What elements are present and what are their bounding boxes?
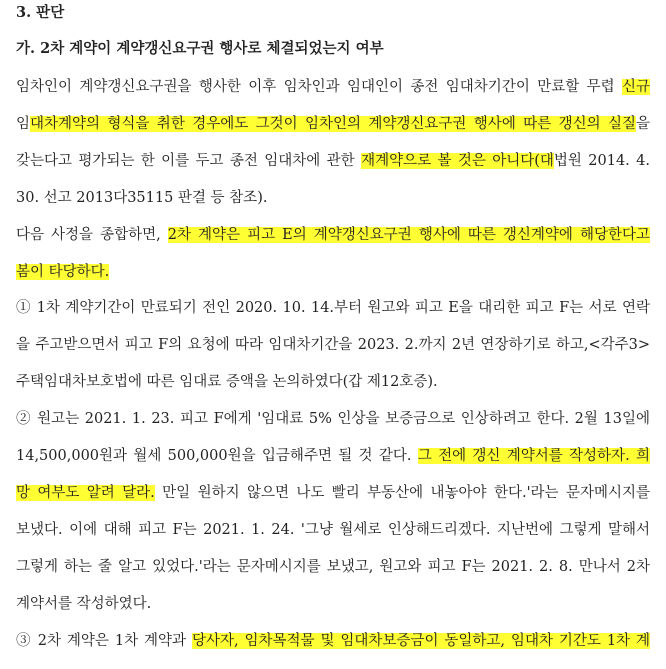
- text-line: [16, 298, 650, 318]
- text-segment: 주택임대차보호법에 따른 임대료 증액을 논의하였다(갑 제12호증).: [16, 374, 438, 391]
- text-segment: ③ 2차 계약은 1차 계약과: [16, 632, 192, 649]
- highlighted-text: 재계약으로 볼 것은 아니다(대: [361, 152, 554, 169]
- highlighted-text: 그 전에 갱신 계약서를 작성하자. 희: [417, 448, 650, 464]
- text-segment: 그렇게 하는 줄 알고 있었다.'라는 문자메시지를 보냈고, 원고와 피고 F는 2021. 2. 8. 만나서 2차: [16, 558, 650, 575]
- text-segment: ② 원고는 2021. 1. 23. 피고 F에게 '임대료 5% 인상을 보증금으로 인상하려고 한다. 2월 13일에: [16, 411, 650, 428]
- text-segment: 계약서를 작성하였다.: [16, 595, 152, 612]
- text-segment: 임차인이 계약갱신요구권을 행사한 이후 임차인과 임대인이 종전 임대차기간이 만료할 무렵: [16, 79, 622, 95]
- text-segment: 을: [635, 115, 650, 132]
- text-line: [16, 225, 650, 245]
- text-line: [16, 77, 650, 97]
- text-segment: 14,500,000원과 월세 500,000원을 입금해주면 될 것 같다.: [16, 448, 418, 464]
- highlighted-text: 2차 계약은 피고 E의 계약갱신요구권 행사에 따른 갱신계약에 해당한다고: [167, 226, 651, 243]
- text-line: [16, 262, 650, 282]
- highlighted-text: 망 여부도 알려 달라.: [16, 484, 155, 501]
- text-line: [16, 372, 650, 392]
- text-line: [16, 188, 650, 208]
- text-line: [16, 335, 650, 355]
- highlighted-text: 당사자, 임차목적물 및 임대차보증금이 동일하고, 임대차 기간도 1차 계: [191, 632, 650, 649]
- text-segment: 다음 사정을 종합하면,: [16, 226, 168, 243]
- text-segment: 보냈다. 이에 대해 피고 F는 2021. 1. 24. '그냥 월세로 인상해드리겠다. 지난번에 그렇게 말해서: [16, 521, 650, 538]
- text-segment: 을 주고받으면서 피고 F의 요청에 따라 임대차기간을 2023. 2.까지 2년 연장하기로 하고,<각주3>: [16, 337, 650, 354]
- text-segment: 법원 2014. 4.: [553, 152, 650, 169]
- highlighted-text: 신규: [621, 79, 650, 95]
- text-line: [16, 151, 650, 171]
- text-line: [16, 631, 650, 651]
- text-line: [16, 446, 650, 466]
- text-line: [16, 520, 650, 540]
- text-line: [16, 409, 650, 429]
- text-segment: 임: [16, 115, 31, 132]
- text-segment: 30. 선고 2013다35115 판결 등 참조).: [16, 189, 268, 206]
- text-line: [16, 594, 650, 614]
- text-line: [16, 483, 650, 503]
- text-line: [16, 114, 650, 134]
- text-segment: 갖는다고 평가되는 한 이를 두고 종전 임대차에 관한: [16, 152, 362, 169]
- section-subheading: 가. 2차 계약이 계약갱신요구권 행사로 체결되었는지 여부: [16, 40, 384, 57]
- highlighted-text: 봄이 타당하다.: [16, 263, 110, 280]
- text-segment: ① 1차 계약기간이 만료되기 전인 2020. 10. 14.부터 원고와 피고 E을 대리한 피고 F는 서로 연락: [16, 300, 650, 317]
- text-segment: 만일 원하지 않으면 나도 빨리 부동산에 내놓아야 한다.'라는 문자메시지를: [154, 484, 650, 501]
- highlighted-text: 대차계약의 형식을 취한 경우에도 그것이 임차인의 계약갱신요구권 행사에 따른 갱신의 실질: [30, 115, 636, 132]
- section-heading: 3. 판단: [16, 4, 65, 21]
- text-line: [16, 557, 650, 577]
